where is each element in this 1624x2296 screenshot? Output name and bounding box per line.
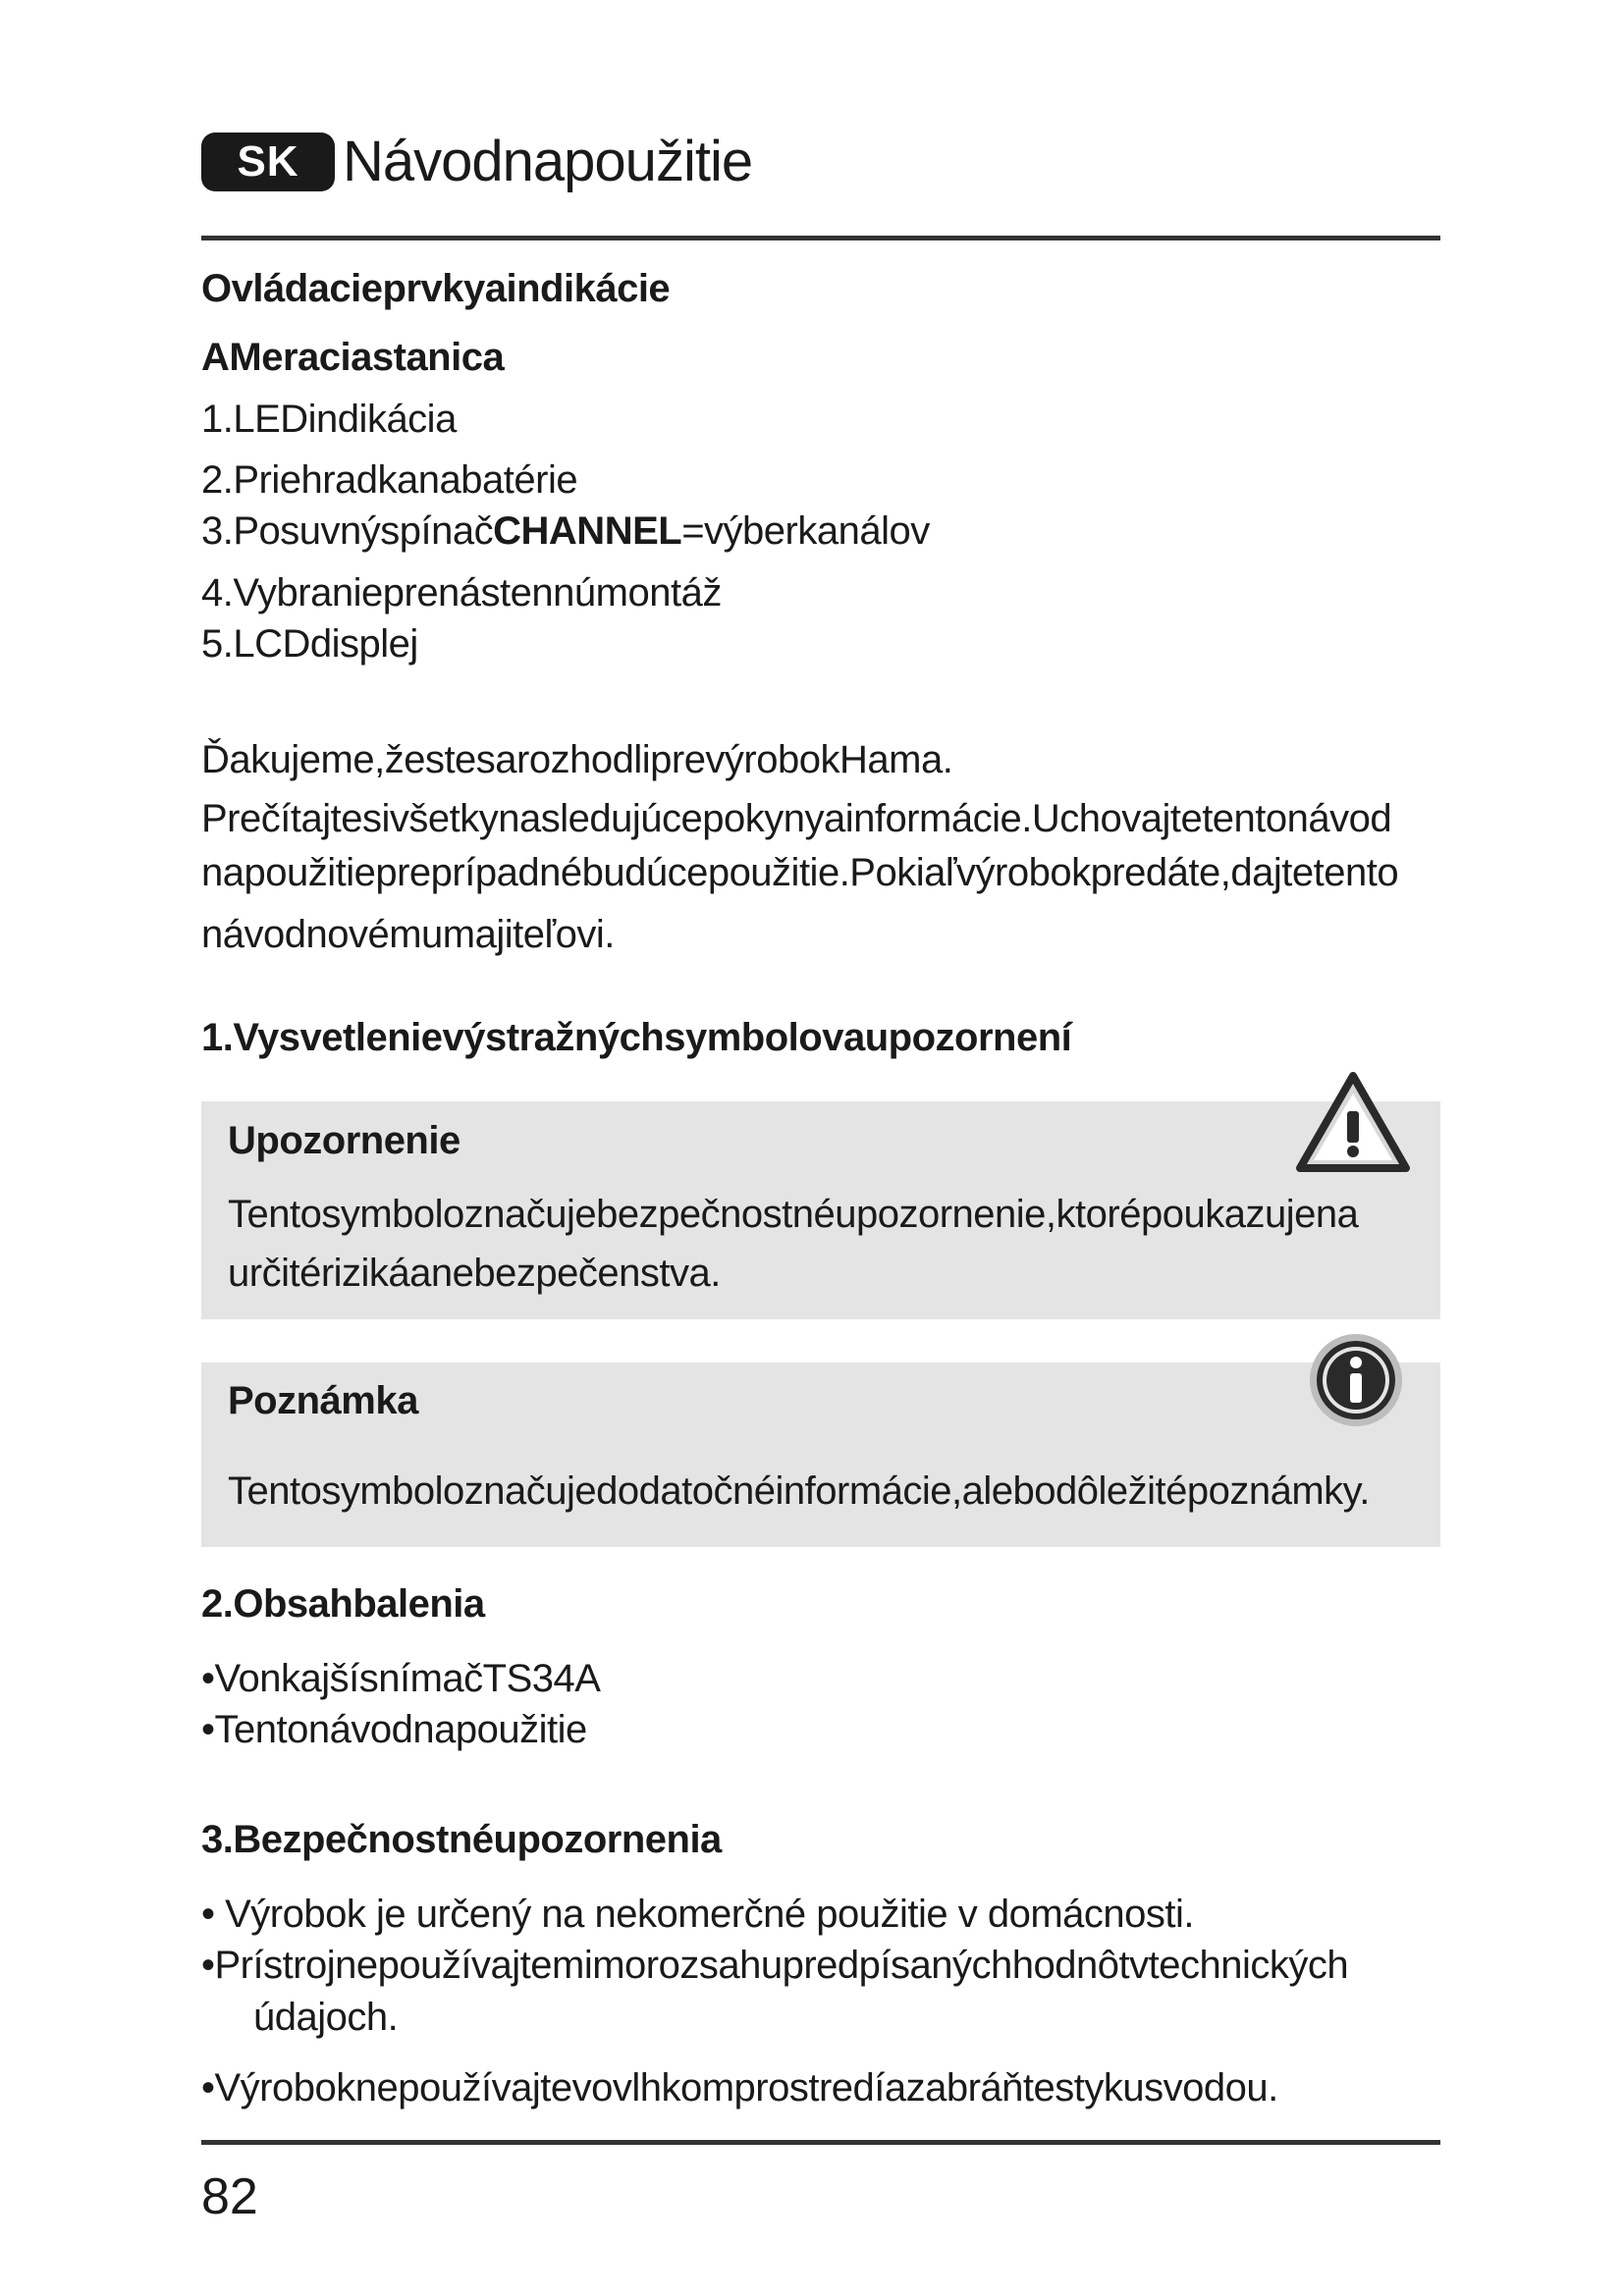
controls-subheading: AMeraciastanica [201,336,505,379]
note-title: Poznámka [228,1379,418,1422]
control-item-5: 5.LCDdisplej [201,622,418,666]
control-item-3-prefix: 3.Posuvnýspínač [201,509,494,553]
package-item-2: •Tentonávodnapoužitie [201,1708,587,1751]
intro-line-2: napoužitiepreprípadnébudúcepoužitie.Pokiaľvýrobokpredáte,dajtetento [201,851,1399,894]
document-title: Návodnapoužitie [343,130,753,193]
control-item-3-suffix: =výberkanálov [681,509,930,553]
safety-item-3: •Výroboknepoužívajtevovlhkomprostredíazabráňtestykusvodou. [201,2066,1278,2109]
safety-item-2-line-2: údajoch. [253,1996,399,2039]
section1-heading: 1.Vysvetlenievýstražnýchsymbolovaupozornení [201,1016,1072,1059]
package-item-1: •VonkajšísnímačTS34A [201,1657,601,1700]
warning-title: Upozornenie [228,1119,460,1162]
note-text-line-1: Tentosymboloznačujedodatočnéinformácie,alebodôležitépoznámky. [228,1469,1370,1513]
footer-divider [201,2140,1440,2145]
safety-item-2-line-1: •Prístrojnepoužívajtemimorozsahupredpísanýchhodnôtvtechnických [201,1944,1349,1987]
info-icon [1306,1330,1406,1430]
controls-heading: Ovládacieprvkyaindikácie [201,267,671,310]
intro-line-1: Prečítajtesivšetkynasledujúcepokynyainformácie.Uchovajtetentonávod [201,797,1392,840]
intro-thanks: Ďakujeme,žestesarozhodliprevýrobokHama. [201,738,953,781]
warning-text-line-1: Tentosymboloznačujebezpečnostnéupozornenie,ktorépoukazujena [228,1193,1359,1236]
control-item-3 [201,509,930,554]
language-badge: SK [201,133,335,191]
header-divider [201,236,1440,240]
warning-text-line-2: určitérizikáanebezpečenstva. [228,1252,721,1295]
control-item-2: 2.Priehradkanabatérie [201,458,578,502]
channel-label: CHANNEL [493,509,682,553]
warning-triangle-icon [1294,1070,1412,1176]
safety-item-1: • Výrobok je určený na nekomerčné použitie v domácnosti. [201,1893,1194,1936]
page-header [201,128,752,196]
control-item-1: 1.LEDindikácia [201,398,457,441]
control-item-4: 4.Vybranieprenástennúmontáž [201,571,722,614]
intro-line-3: návodnovémumajiteľovi. [201,913,615,956]
section2-heading: 2.Obsahbalenia [201,1582,485,1626]
page-number: 82 [201,2168,258,2225]
section3-heading: 3.Bezpečnostnéupozornenia [201,1818,722,1861]
